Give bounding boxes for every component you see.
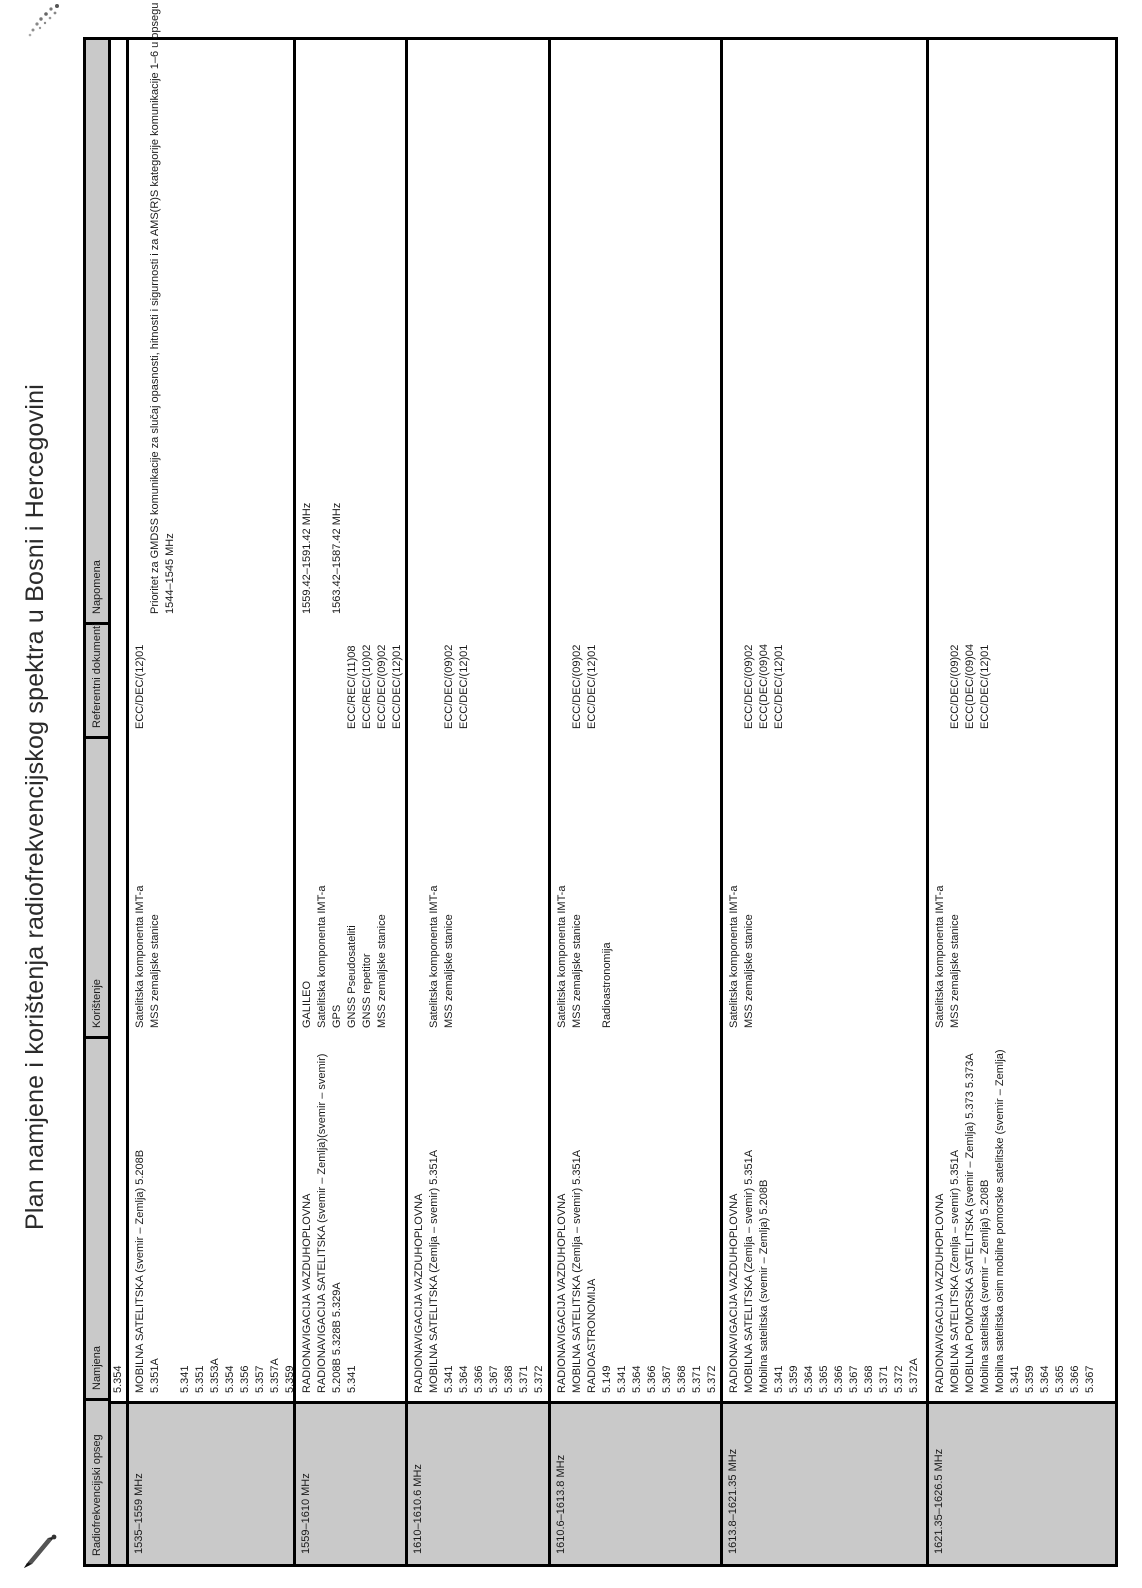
text-line: MOBILNA POMORSKA SATELITSKA (svemir – Zemlja) 5.373 5.373A: [964, 1053, 976, 1393]
text-line: 5.367: [488, 1365, 500, 1393]
text-line: RADIONAVIGACIJA VAZDUHOPLOVNA: [301, 1193, 313, 1393]
text-line: RADIOASTRONOMIJA: [586, 1278, 598, 1393]
text-line: ECC/DEC/(09)02: [743, 644, 755, 729]
text-line: [727, 644, 742, 729]
text-line: [933, 644, 948, 729]
namjena-cell: [300, 1054, 360, 1393]
namjena-cell: [555, 1150, 720, 1393]
text-line: ECC/REC/(11)08: [346, 645, 358, 729]
text-line: 5.367: [661, 1365, 673, 1393]
text-line: 5.357: [254, 1365, 266, 1393]
rotated-canvas: [21, 2, 1117, 1572]
band-cell: 1610–1610.6 MHz: [408, 1401, 548, 1564]
napomena-cell: [133, 3, 178, 614]
text-line: 5.354: [112, 1365, 124, 1393]
text-line: 5.364: [458, 1365, 470, 1393]
text-line: MSS zemaljske stanice: [743, 914, 755, 1028]
text-line: MOBILNA SATELITSKA (Zemlja – svemir) 5.351A: [743, 1149, 755, 1393]
text-line: Satelitska komponenta IMT-a: [728, 885, 740, 1028]
text-line: [315, 503, 330, 614]
table-header-row: [86, 40, 111, 1564]
text-line: [585, 886, 600, 1028]
text-line: 5.364: [803, 1365, 815, 1393]
header-referentni-dokumenti: Referentni dokumenti: [86, 622, 108, 736]
text-line: 5.372: [893, 1365, 905, 1393]
text-line: ECC(DEC/(09)04: [758, 644, 770, 729]
band-cell: 1610.6–1613.8 MHz: [551, 1401, 720, 1564]
table-row-1535-1559: [129, 2, 296, 1564]
text-line: Prioritet za GMDSS komunikacije za slučaj opasnosti, hitnosti i sigurnosti i za AMS(R)S kategorije komunikacije 1–6 u opsegu: [149, 2, 161, 614]
ref-dokumenti-cell: [555, 645, 600, 729]
namjena-cell: [727, 1150, 922, 1393]
namjena-cell: [112, 1365, 125, 1393]
text-line: GNSS repetitor: [361, 953, 373, 1028]
header-koristenje: Korištenje: [86, 736, 108, 1036]
text-line: ECC(DEC/(09)04: [964, 644, 976, 729]
text-line: [412, 886, 427, 1028]
ref-dokumenti-cell: [300, 645, 405, 729]
text-line: 5.351: [194, 1365, 206, 1393]
text-line: [163, 1150, 178, 1393]
band-cell: 1535–1559 MHz: [129, 1401, 293, 1564]
text-line: GNSS Pseudosateliti: [346, 925, 358, 1028]
text-line: RADIONAVIGACIJA VAZDUHOPLOVNA: [556, 1193, 568, 1393]
text-line: Satelitska komponenta IMT-a: [134, 885, 146, 1028]
band-cell: 1559–1610 MHz: [296, 1401, 405, 1564]
text-line: 5.364: [1039, 1365, 1051, 1393]
text-line: 5.341: [179, 1365, 191, 1393]
table-row-1559-1610: [296, 40, 408, 1564]
text-line: ECC/REC/(10)02: [361, 644, 373, 729]
koristenje-cell: [300, 886, 390, 1028]
text-line: 5.368: [676, 1365, 688, 1393]
text-line: 5.372A: [908, 1358, 920, 1393]
ref-dokumenti-cell: [933, 644, 993, 729]
header-namjena: Namjena: [86, 1036, 108, 1398]
koristenje-cell: [133, 886, 163, 1028]
text-line: 5.356: [239, 1365, 251, 1393]
text-line: [427, 645, 442, 729]
text-line: 5.364: [631, 1365, 643, 1393]
text-line: RADIONAVIGACIJA VAZDUHOPLOVNA: [413, 1193, 425, 1393]
table-row-continuation: [111, 40, 129, 1564]
text-line: 5.367: [1084, 1365, 1096, 1393]
text-line: MSS zemaljske stanice: [443, 914, 455, 1028]
text-line: 5.365: [818, 1365, 830, 1393]
text-line: 5.341: [616, 1365, 628, 1393]
text-line: 1559.42–1591.42 MHz: [301, 502, 313, 614]
text-line: 5.372: [706, 1365, 718, 1393]
text-line: 5.357A: [269, 1358, 281, 1393]
koristenje-cell: [555, 886, 615, 1028]
koristenje-cell: [412, 886, 457, 1028]
text-line: ECC/DEC/(09)02: [571, 644, 583, 729]
namjena-cell: [133, 1150, 298, 1393]
text-line: 5.359: [1024, 1365, 1036, 1393]
text-line: 5.368: [503, 1365, 515, 1393]
text-line: GPS: [331, 1004, 343, 1028]
text-line: 5.359: [788, 1365, 800, 1393]
band-cell: 1621.35–1626.5 MHz: [929, 1401, 1115, 1564]
text-line: 5.366: [833, 1365, 845, 1393]
text-line: 5.341: [773, 1365, 785, 1393]
text-line: 5.367: [848, 1365, 860, 1393]
ref-dokumenti-cell: [412, 645, 472, 729]
text-line: Satelitska komponenta IMT-a: [428, 885, 440, 1028]
band-cell: 1613.8–1621.35 MHz: [723, 1401, 926, 1564]
text-line: ECC/DEC/(09)02: [376, 644, 388, 729]
text-line: Satelitska komponenta IMT-a: [316, 885, 328, 1028]
text-line: 5.353A: [209, 1358, 221, 1393]
napomena-cell: [300, 503, 345, 614]
text-line: MOBILNA SATELITSKA (Zemlja – svemir) 5.351A: [949, 1149, 961, 1393]
text-line: 5.208B 5.328B 5.329A: [331, 1282, 343, 1393]
text-line: ECC/DEC/(09)02: [949, 644, 961, 729]
text-line: 5.354: [224, 1365, 236, 1393]
text-line: ECC/DEC/(12)01: [458, 644, 470, 729]
text-line: Mobilna satelitska (svemir – Zemlja) 5.208B: [758, 1179, 770, 1393]
ref-dokumenti-cell: [133, 645, 148, 729]
page-title: Plan namjene i korištenja radiofrekvencijskog spektra u Bosni i Hercegovini: [21, 384, 49, 1230]
text-line: MOBILNA SATELITSKA (svemir – Zemlja) 5.208B: [134, 1149, 146, 1393]
text-line: [412, 645, 427, 729]
text-line: 5.365: [1054, 1365, 1066, 1393]
text-line: MSS zemaljske stanice: [376, 914, 388, 1028]
koristenje-cell: [727, 886, 757, 1028]
text-line: 5.371: [691, 1365, 703, 1393]
text-line: 5.351A: [149, 1358, 161, 1393]
text-line: Mobilna satelitska (svemir – Zemlja) 5.208B: [979, 1179, 991, 1393]
text-line: 5.341: [346, 1365, 358, 1393]
ref-dokumenti-cell: [727, 644, 787, 729]
text-line: ECC/DEC/(12)01: [134, 644, 146, 729]
text-line: [300, 645, 315, 729]
text-line: 5.368: [863, 1365, 875, 1393]
table-row-1621.35-1626.5: [929, 40, 1115, 1564]
text-line: 1544–1545 MHz: [164, 533, 176, 614]
koristenje-cell: [933, 886, 963, 1028]
text-line: RADIONAVIGACIJA SATELITSKA (svemir – Zemlja)(svemir – svemir): [316, 1053, 328, 1393]
text-line: 5.371: [518, 1365, 530, 1393]
text-line: MSS zemaljske stanice: [571, 914, 583, 1028]
text-line: ECC/DEC/(12)01: [979, 644, 991, 729]
text-line: 5.341: [1009, 1365, 1021, 1393]
text-line: GALILEO: [301, 980, 313, 1028]
header-radiofrekvencijski-opseg: Radiofrekvencijski opseg: [86, 1398, 108, 1564]
text-line: [315, 645, 330, 729]
text-line: ECC/DEC/(12)01: [773, 644, 785, 729]
text-line: RADIONAVIGACIJA VAZDUHOPLOVNA: [728, 1193, 740, 1393]
text-line: 5.366: [1069, 1365, 1081, 1393]
text-line: Mobilna satelitska osim mobilne pomorske satelitske (svemir – Zemlja): [994, 1049, 1006, 1393]
frequency-allocation-table: [83, 2, 1118, 1567]
text-line: [330, 645, 345, 729]
text-line: 5.366: [646, 1365, 658, 1393]
text-line: 5.372: [533, 1365, 545, 1393]
text-line: 5.371: [878, 1365, 890, 1393]
text-line: 5.359: [284, 1365, 296, 1393]
text-line: Satelitska komponenta IMT-a: [934, 885, 946, 1028]
text-line: MOBILNA SATELITSKA (Zemlja – svemir) 5.351A: [571, 1149, 583, 1393]
text-line: MOBILNA SATELITSKA (Zemlja – svemir) 5.351A: [428, 1149, 440, 1393]
text-line: Radioastronomija: [601, 942, 613, 1028]
text-line: [555, 645, 570, 729]
text-line: ECC/DEC/(09)02: [443, 644, 455, 729]
namjena-cell: [933, 1049, 1098, 1393]
text-line: [133, 3, 148, 614]
text-line: ECC/DEC/(12)01: [391, 644, 403, 729]
text-line: MSS zemaljske stanice: [949, 914, 961, 1028]
text-line: ECC/DEC/(12)01: [586, 644, 598, 729]
band-cell: [111, 1401, 126, 1564]
namjena-cell: [412, 1150, 547, 1393]
text-line: RADIONAVIGACIJA VAZDUHOPLOVNA: [934, 1193, 946, 1393]
text-line: 5.366: [473, 1365, 485, 1393]
table-row-1610.6-1613.8: [551, 40, 723, 1564]
header-napomena: Napomena: [91, 560, 103, 614]
text-line: MSS zemaljske stanice: [149, 914, 161, 1028]
table-row-1613.8-1621.35: [723, 40, 929, 1564]
table-row-1610-1610.6: [408, 40, 551, 1564]
text-line: 5.149: [601, 1365, 613, 1393]
text-line: 1563.42–1587.42 MHz: [331, 502, 343, 614]
text-line: 5.341: [443, 1365, 455, 1393]
text-line: Satelitska komponenta IMT-a: [556, 885, 568, 1028]
